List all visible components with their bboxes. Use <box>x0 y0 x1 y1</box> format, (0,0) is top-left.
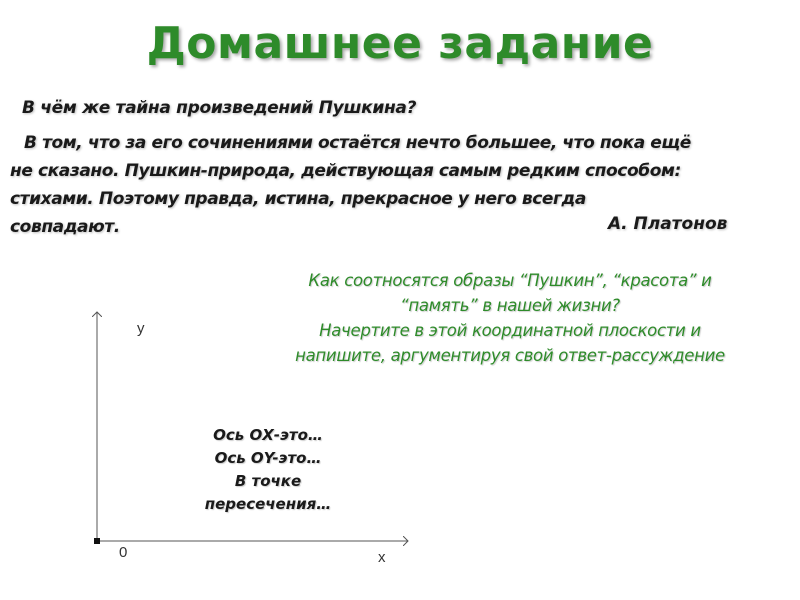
quote-line: не сказано. Пушкин-природа, действующая самым редким способом: <box>10 161 681 181</box>
slide-title: Домашнее задание <box>146 18 654 69</box>
task-line: “память” в нашей жизни? <box>400 296 620 315</box>
quote-line-text: В том, что за его сочинениями остаётся нечто большее, что пока ещё <box>24 133 691 153</box>
task-line: Как соотносятся образы “Пушкин”, “красота” и <box>308 271 712 290</box>
question-text: В чём же тайна произведений Пушкина? <box>22 98 417 118</box>
note-line: В точке <box>234 472 302 490</box>
y-axis-label: y <box>137 320 145 337</box>
quote-line: стихами. Поэтому правда, истина, прекрасное у него всегда <box>10 189 586 209</box>
task-line: Начертите в этой координатной плоскости и <box>319 321 701 340</box>
quote-author: А. Платонов <box>608 214 728 234</box>
notes-block <box>168 424 368 516</box>
note-line: Ось ОХ-это… <box>213 426 323 444</box>
note-line: пересечения… <box>204 495 332 513</box>
origin-label: 0 <box>119 544 128 561</box>
task-line: напишите, аргументируя свой ответ-рассуждение <box>295 346 725 365</box>
note-line: Ось ОY-это… <box>214 449 322 467</box>
origin-point <box>94 538 100 544</box>
quote-line: совпадают. <box>10 217 120 237</box>
x-axis-label: x <box>378 549 386 566</box>
